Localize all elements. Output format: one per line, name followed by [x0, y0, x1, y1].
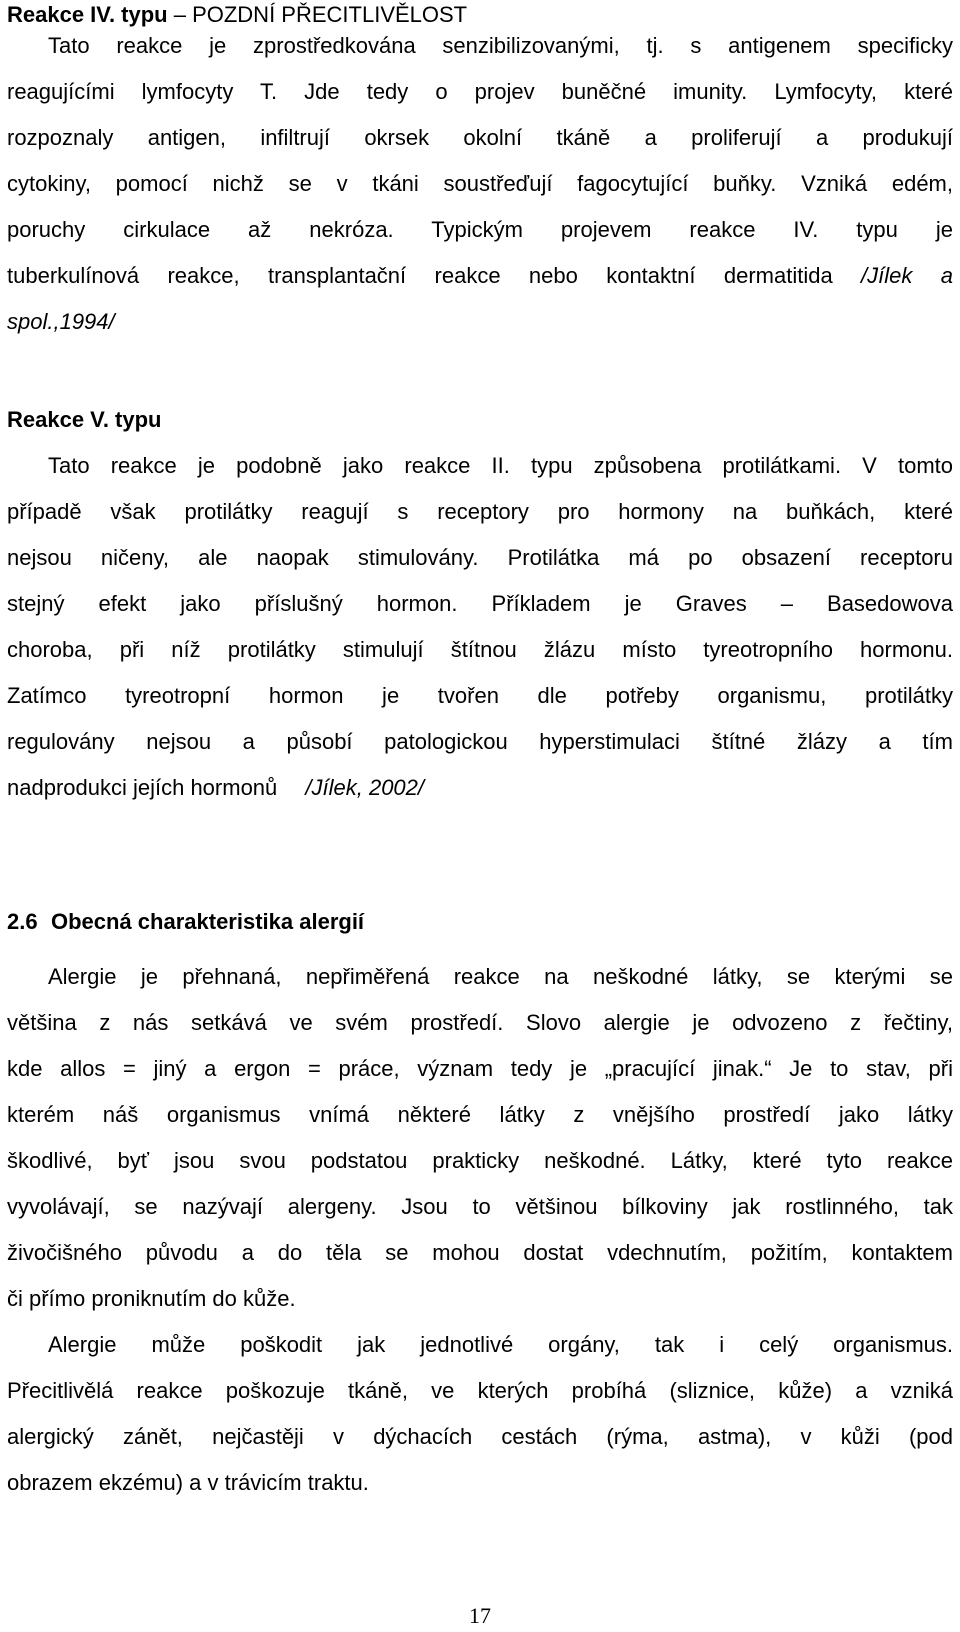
heading-reakce-v: Reakce V. typu [7, 407, 162, 432]
paragraph-line: většina z nás setkává ve svém prostředí. Slovo alergie je odvozeno z řečtiny, [7, 1010, 953, 1035]
paragraph-line: nejsou ničeny, ale naopak stimulovány. Protilátka má po obsazení receptoru [7, 545, 953, 570]
paragraph-line: obrazem ekzému) a v trávicím traktu. [7, 1470, 369, 1495]
paragraph-line: Tato reakce je zprostředkována senzibilizovanými, tj. s antigenem specificky [48, 33, 953, 58]
paragraph-line: Zatímco tyreotropní hormon je tvořen dle potřeby organismu, protilátky [7, 683, 953, 708]
section-heading-2-6 [7, 905, 364, 939]
paragraph-line: vyvolávají, se nazývají alergeny. Jsou to většinou bílkoviny jak rostlinného, tak [7, 1194, 953, 1219]
paragraph-line: stejný efekt jako příslušný hormon. Příkladem je Graves – Basedowova [7, 591, 953, 616]
paragraph-line: choroba, při níž protilátky stimulují štítnou žlázu místo tyreotropního hormonu. [7, 637, 953, 662]
page-number: 17 [469, 1603, 491, 1628]
paragraph-line: reagujícími lymfocyty T. Jde tedy o projev buněčné imunity. Lymfocyty, které [7, 79, 953, 104]
paragraph-line: poruchy cirkulace až nekróza. Typickým projevem reakce IV. typu je [7, 217, 953, 242]
paragraph-line: kterém náš organismus vnímá některé látky z vnějšího prostředí jako látky [7, 1102, 953, 1127]
paragraph-line: cytokiny, pomocí nichž se v tkáni soustřeďují fagocytující buňky. Vzniká edém, [7, 171, 953, 196]
paragraph-line: Tato reakce je podobně jako reakce II. typu způsobena protilátkami. V tomto [48, 453, 953, 478]
paragraph-line: tuberkulínová reakce, transplantační reakce nebo kontaktní dermatitida /Jílek a [7, 263, 953, 288]
paragraph-line: případě však protilátky reagují s receptory pro hormony na buňkách, které [7, 499, 953, 524]
heading-reakce-iv-bold: Reakce IV. typu [7, 2, 168, 27]
paragraph-line: kde allos = jiný a ergon = práce, význam tedy je „pracující jinak.“ Je to stav, při [7, 1056, 953, 1081]
citation-fragment: /Jílek, 2002/ [305, 775, 425, 800]
section-number: 2.6 [7, 909, 38, 934]
paragraph-line-citation: nadprodukci jejích hormonů /Jílek, 2002/ [7, 775, 425, 800]
paragraph-line: regulovány nejsou a působí patologickou hyperstimulaci štítné žlázy a tím [7, 729, 953, 754]
paragraph-line: živočišného původu a do těla se mohou dostat vdechnutím, požitím, kontaktem [7, 1240, 953, 1265]
heading-reakce-iv-rest: – POZDNÍ PŘECITLIVĚLOST [167, 2, 468, 27]
heading-reakce-iv [7, 0, 467, 30]
paragraph-line: škodlivé, byť jsou svou podstatou prakticky neškodné. Látky, které tyto reakce [7, 1148, 953, 1173]
section-title: Obecná charakteristika alergií [51, 909, 365, 934]
paragraph-line: či přímo proniknutím do kůže. [7, 1286, 296, 1311]
paragraph-line: rozpoznaly antigen, infiltrují okrsek okolní tkáně a proliferují a produkují [7, 125, 953, 150]
paragraph-line: Alergie může poškodit jak jednotlivé orgány, tak i celý organismus. [48, 1332, 953, 1357]
citation-line: spol.,1994/ [7, 309, 115, 334]
paragraph-line: alergický zánět, nejčastěji v dýchacích cestách (rýma, astma), v kůži (pod [7, 1424, 953, 1449]
citation-fragment: /Jílek a [861, 263, 953, 288]
paragraph-line: Přecitlivělá reakce poškozuje tkáně, ve kterých probíhá (sliznice, kůže) a vzniká [7, 1378, 953, 1403]
paragraph-line: Alergie je přehnaná, nepřiměřená reakce na neškodné látky, se kterými se [48, 964, 953, 989]
